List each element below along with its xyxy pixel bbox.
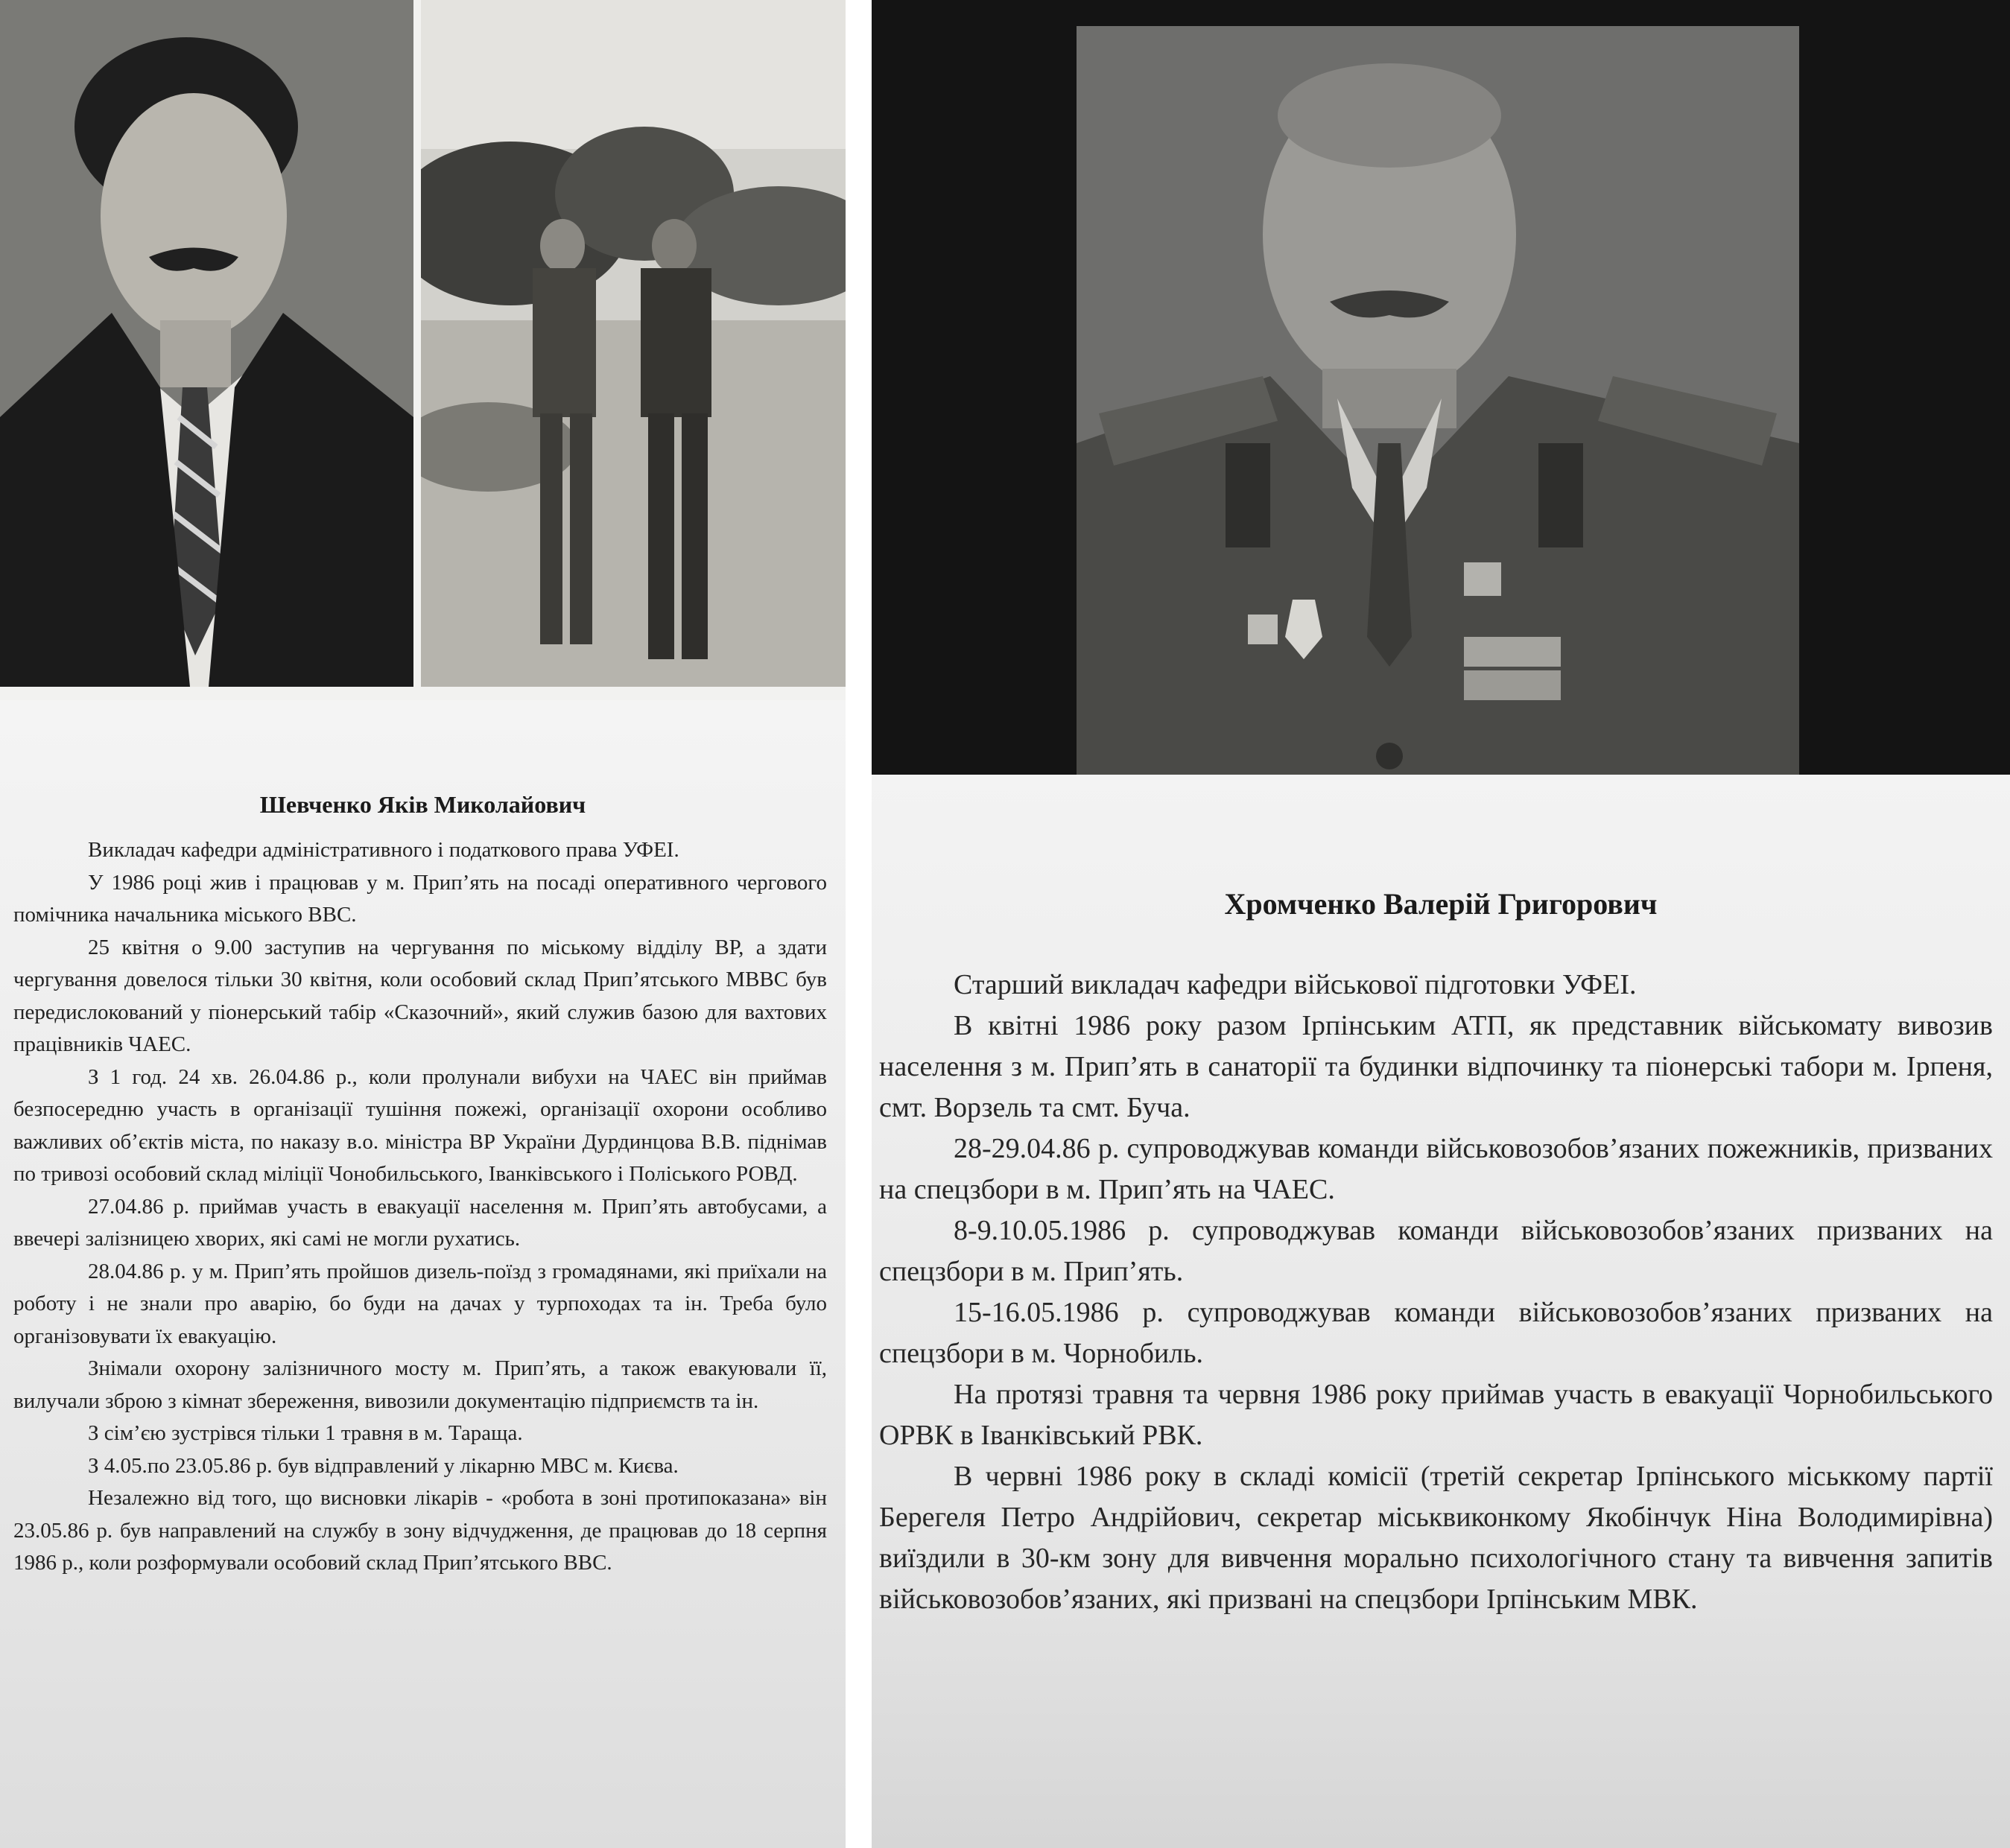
- portrait-photo-man-in-suit: [0, 0, 413, 687]
- biography-paragraph: Викладач кафедри адміністративного і податкового права УФЕІ.: [88, 838, 679, 862]
- biography-text: [13, 834, 827, 1580]
- biography-paragraph: В червні 1986 року в складі комісії (третій секретар Ірпінського міськкому партії Берегеля Петро Андрійович, секретар міськвиконкому Якобінчук Ніна Володимирівна) виїздили в 30-км зону для вивчення морально психологічного стану та вивчення запитів військовозобов’язаних, які призвані на спецзбори Ірпінським МВК.: [879, 1461, 1993, 1615]
- biography-paragraph: З сім’єю зустрівся тільки 1 травня в м. Тараща.: [88, 1421, 523, 1445]
- biography-paragraph: З 1 год. 24 хв. 26.04.86 р., коли пролунали вибухи на ЧАЕС він приймав безпосередню участь в організації тушіння пожежі, організації охорони особливо важливих об’єктів міста, по наказу в.о. міністра ВР України Дурдинцова В.В. піднімав по тривозі особовий склад міліції Чонобильського, Іванківського і Поліського РОВД.: [13, 1064, 827, 1186]
- right-biography-sheet: [872, 775, 2010, 1848]
- biography-paragraph: На протязі травня та червня 1986 року приймав участь в евакуації Чорнобильського ОРВК в Іванківський РВК.: [879, 1379, 1993, 1451]
- biography-paragraph: У 1986 році жив і працював у м. Прип’ять на посаді оперативного чергового помічника начальника міського ВВС.: [13, 870, 827, 927]
- biography-paragraph: 8-9.10.05.1986 р. супроводжував команди військовозобов’язаних призваних на спецзбори в м. Прип’ять.: [879, 1215, 1993, 1287]
- biography-paragraph: Знімали охорону залізничного мосту м. Прип’ять, а також евакуювали її, вилучали зброю з кімнат збереження, вивозили документацію підприємств та ін.: [13, 1356, 827, 1413]
- person-name-heading: Хромченко Валерій Григорович: [1224, 887, 1658, 921]
- right-memorial-card: [872, 0, 2010, 1848]
- biography-paragraph: 28.04.86 р. у м. Прип’ять пройшов дизель-поїзд з громадянами, які приїхали на роботу і не знали про аварію, бо буди на дачах у турпоходах та ін. Треба було організовувати їх евакуацію.: [13, 1259, 827, 1348]
- biography-text: [879, 965, 1993, 1620]
- left-memorial-card: [0, 0, 846, 1848]
- biography-paragraph: 15-16.05.1986 р. супроводжував команди військовозобов’язаних призваних на спецзбори в м. Чорнобиль.: [879, 1297, 1993, 1369]
- biography-paragraph: З 4.05.по 23.05.86 р. був відправлений у лікарню МВС м. Києва.: [88, 1453, 679, 1478]
- biography-paragraph: В квітні 1986 року разом Ірпінським АТП, як представник військомату вивозив населення з м. Прип’ять в санаторії та будинки відпочинку та піонерські табори м. Ірпеня, смт. Ворзель та смт. Буча.: [879, 1010, 1993, 1123]
- biography-paragraph: 25 квітня о 9.00 заступив на чергування по міському відділу ВР, а здати чергування довелося тільки 30 квітня, коли особовий склад Прип’ятського МВВС був передислокований у піонерський табір «Сказочний», який служив базою для вахтових працівників ЧАЕС.: [13, 935, 827, 1056]
- portrait-photo-officer-in-uniform: [1077, 26, 1799, 778]
- biography-paragraph: Незалежно від того, що висновки лікарів - «робота в зоні протипоказана» він 23.05.86 р. був направлений на службу в зону відчудження, де працював до 18 серпня 1986 р., коли розформували особовий склад Прип’ятського ВВС.: [13, 1486, 827, 1575]
- biography-paragraph: 28-29.04.86 р. супроводжував команди військовозобов’язаних пожежників, призваних на спецзбори в м. Прип’ять на ЧАЕС.: [879, 1133, 1993, 1205]
- left-biography-sheet: [0, 700, 846, 1848]
- person-name-heading: Шевченко Яків Миколайович: [259, 791, 586, 818]
- biography-paragraph: 27.04.86 р. приймав участь в евакуації населення м. Прип’ять автобусами, а ввечері залізницею хворих, які самі не могли рухатись.: [13, 1194, 827, 1251]
- panel-divider: [846, 0, 872, 1848]
- photo-two-officers-outdoors: [421, 0, 846, 687]
- biography-paragraph: Старший викладач кафедри військової підготовки УФЕІ.: [954, 969, 1637, 1000]
